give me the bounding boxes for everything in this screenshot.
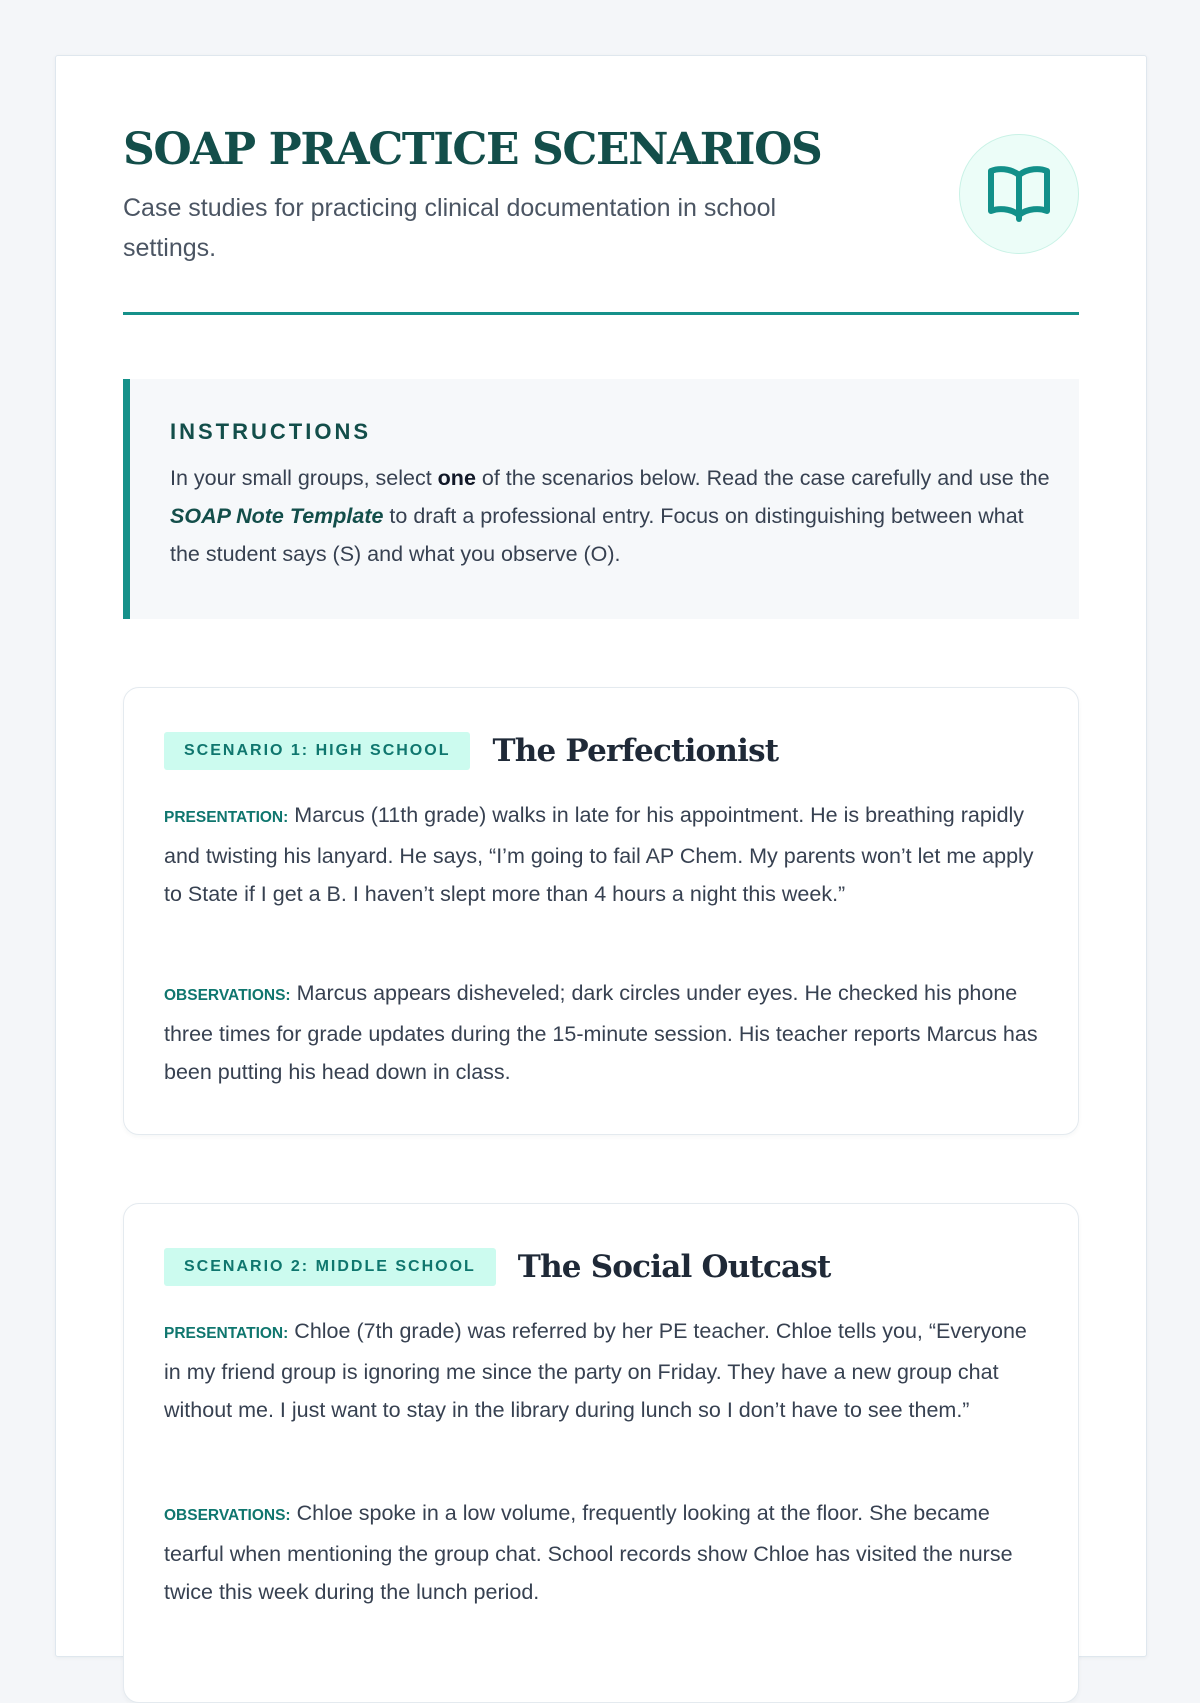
scenario-header [164,1248,831,1286]
instructions-box [123,379,1079,619]
instructions-heading: INSTRUCTIONS [170,419,371,444]
template-name: SOAP Note Template [170,504,384,528]
observations-label: OBSERVATIONS: [164,987,291,1004]
presentation-text: Marcus (11th grade) walks in late for his appointment. He is breathing rapidly and twisting his lanyard. He says, “I’m going to fail AP Chem. My parents won’t let me apply to State if I get a B. I haven’t slept more than 4 hours a night this week.” [164,803,1034,906]
scenario-title: The Perfectionist [492,733,779,769]
observations-paragraph [164,974,1044,1091]
presentation-paragraph [164,796,1044,913]
instructions-text [170,459,1050,573]
observations-text: Chloe spoke in a low volume, frequently looking at the floor. She became tearful when mentioning the group chat. School records show Chloe has visited the nurse twice this week during the lunch period. [164,1501,1013,1604]
worksheet-page [55,55,1147,1657]
scenario-title: The Social Outcast [517,1249,831,1285]
scenario-header [164,732,778,770]
page-header [123,56,1079,315]
presentation-paragraph [164,1312,1044,1429]
instructions-text-part: In your small groups, select [170,466,438,490]
instructions-text-part: to draft a professional entry. Focus on distinguishing between what the student says (S) and what you observe (O). [170,504,1024,566]
instructions-emphasis: one [437,466,476,490]
scenario-card-1 [123,687,1079,1135]
observations-paragraph [164,1494,1044,1611]
instructions-text-part: of the scenarios below. Read the case carefully and use the [475,466,1050,490]
scenario-tag: SCENARIO 1: HIGH SCHOOL [164,732,470,770]
page-subtitle: Case studies for practicing clinical documentation in school settings. [123,194,777,262]
presentation-label: PRESENTATION: [164,1325,289,1342]
observations-label: OBSERVATIONS: [164,1507,291,1524]
page-title: SOAP PRACTICE SCENARIOS [123,124,822,175]
scenario-tag: SCENARIO 2: MIDDLE SCHOOL [164,1248,496,1286]
presentation-text: Chloe (7th grade) was referred by her PE teacher. Chloe tells you, “Everyone in my friend group is ignoring me since the party on Friday. They have a new group chat without me. I just want to stay in the library during lunch so I don’t have to see them.” [164,1319,1027,1422]
presentation-label: PRESENTATION: [164,809,289,826]
scenario-card-2 [123,1203,1079,1703]
book-open-icon [959,134,1079,254]
observations-text: Marcus appears disheveled; dark circles under eyes. He checked his phone three times for grade updates during the 15-minute session. His teacher reports Marcus has been putting his head down in class. [164,981,1038,1084]
